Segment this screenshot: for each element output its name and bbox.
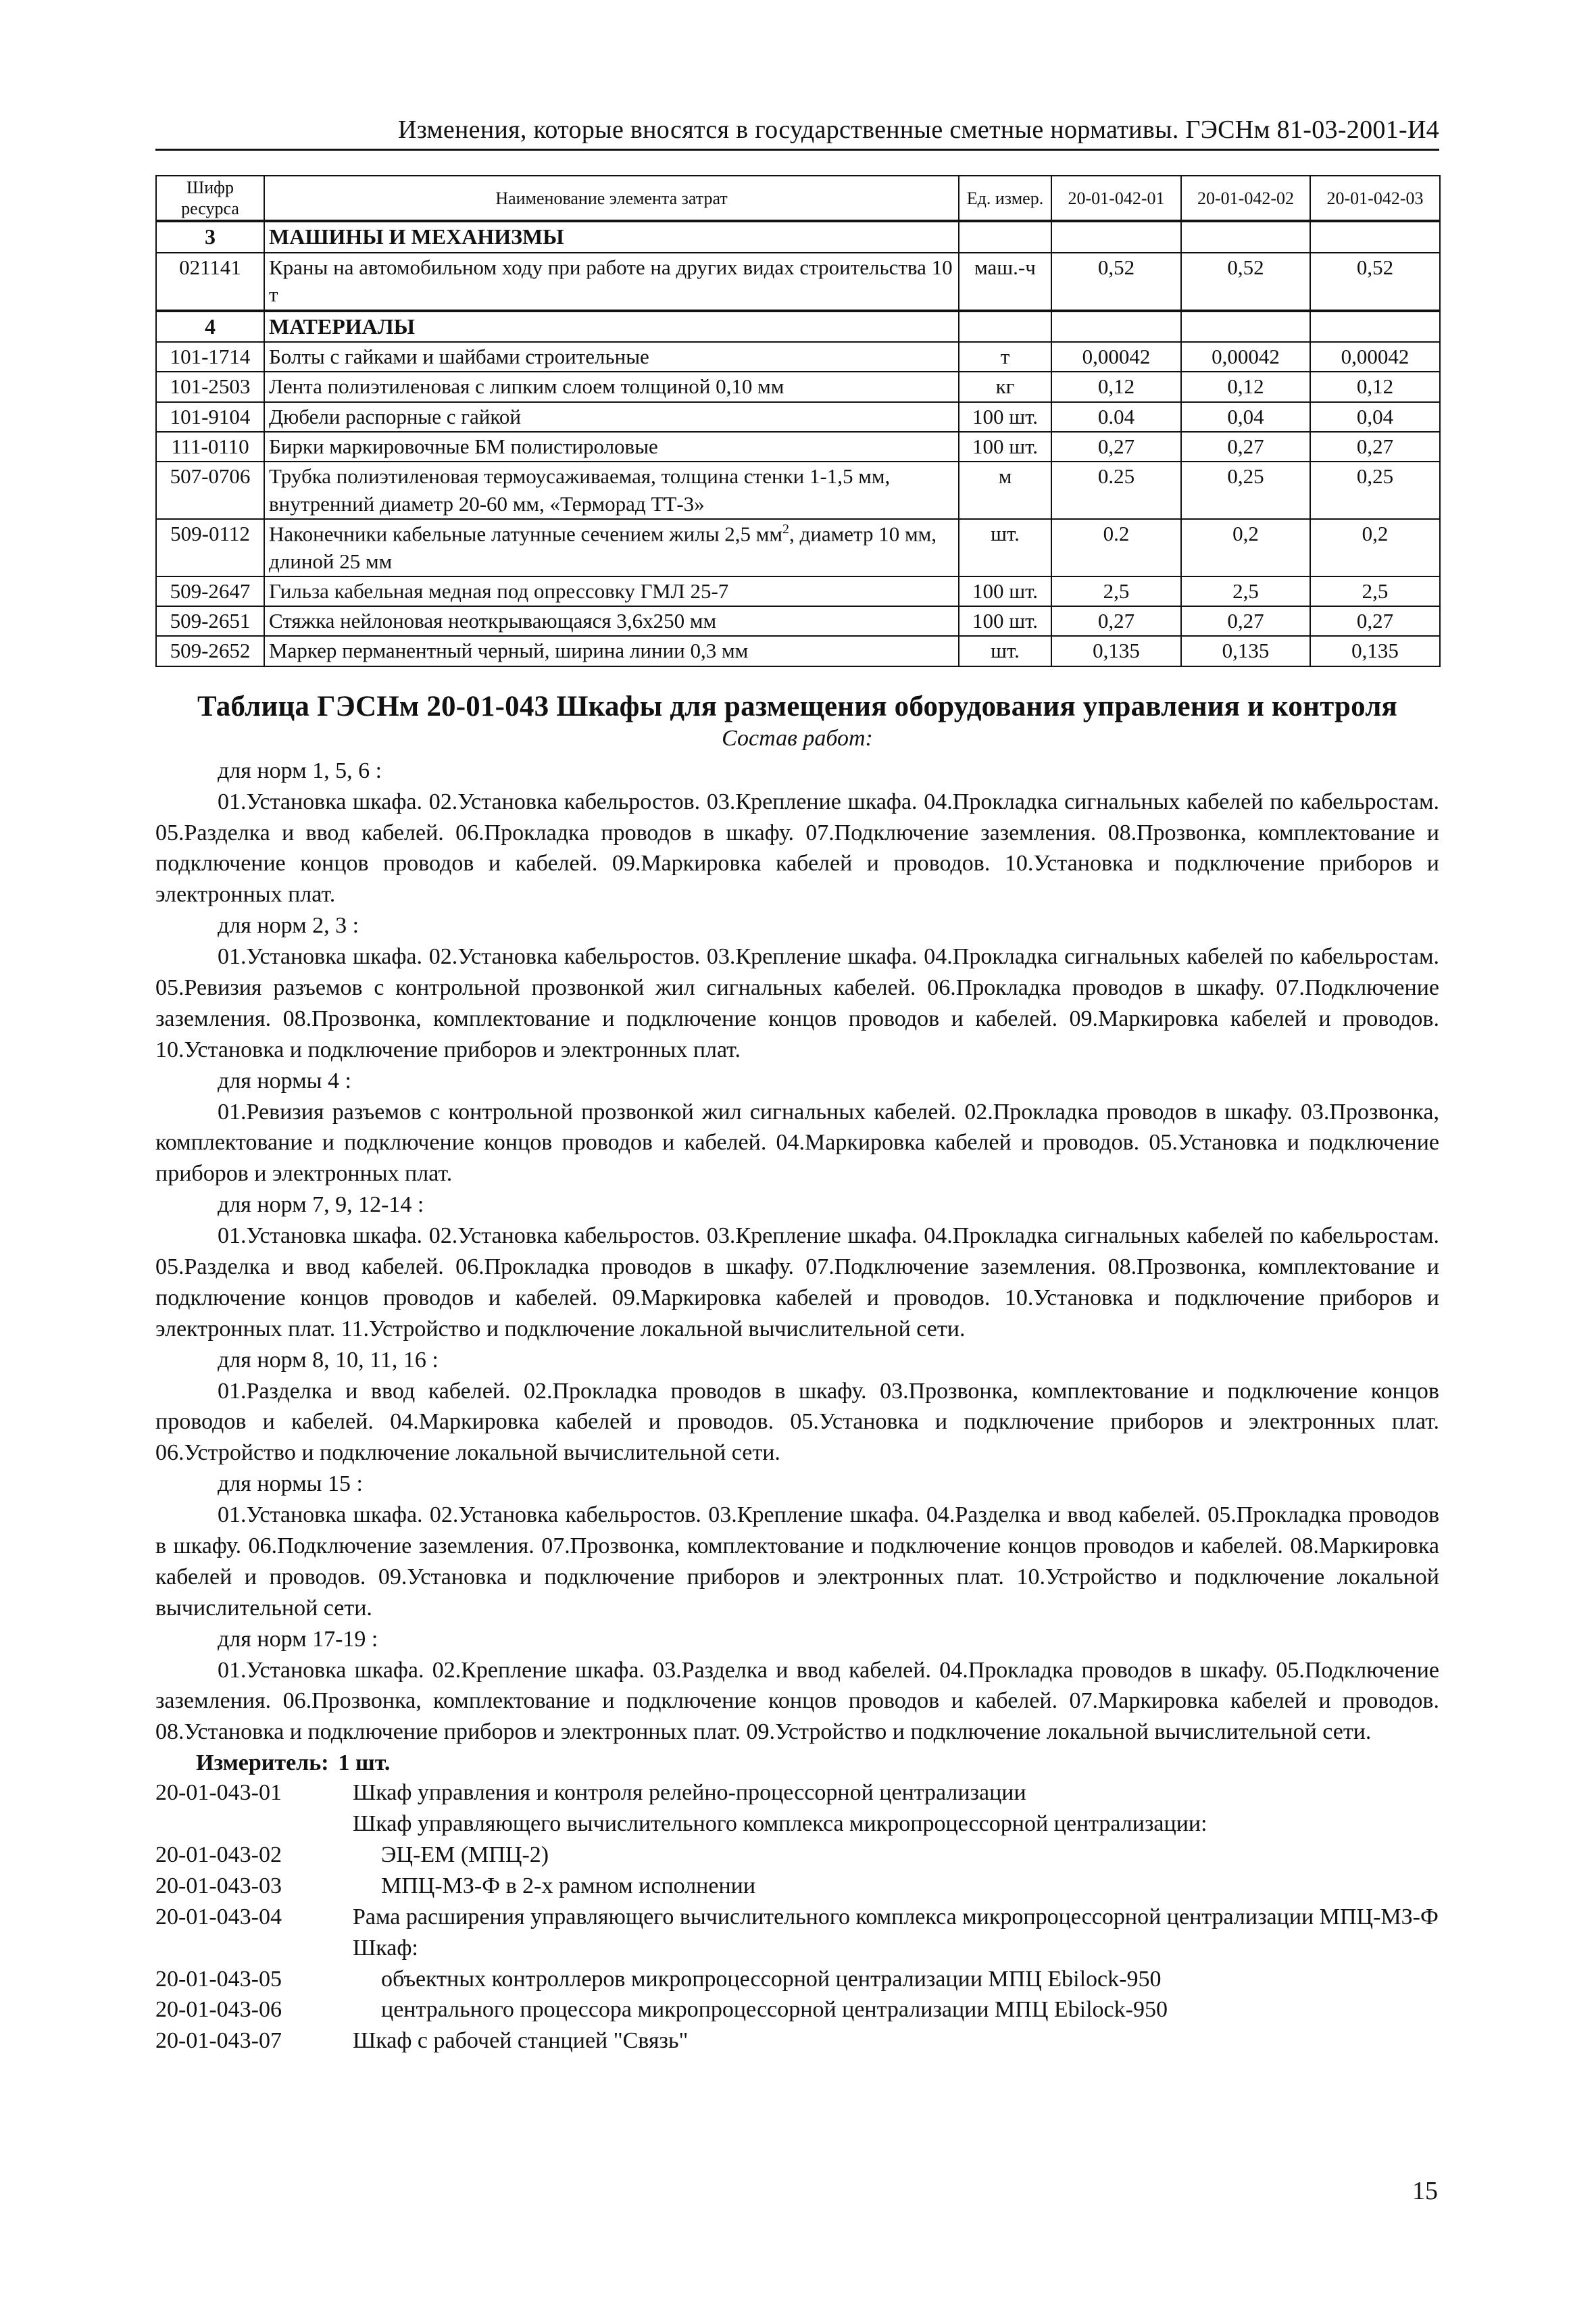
table-title: Таблица ГЭСНм 20-01-043 Шкафы для размещения оборудования управления и контроля: [197, 690, 1397, 722]
measure-value: 1 шт.: [338, 1750, 391, 1776]
work-label: для норм 17-19 :: [218, 1626, 378, 1652]
group-row-machines: 3 МАШИНЫ И МЕХАНИЗМЫ: [156, 221, 1440, 253]
work-label: для нормы 15 :: [218, 1471, 363, 1497]
table-row: 509-2647 Гильза кабельная медная под опрессовку ГМЛ 25-7 100 шт. 2,5 2,5 2,5: [156, 576, 1440, 606]
col-header-norm1: 20-01-042-01: [1051, 176, 1181, 221]
table-row: 111-0110 Бирки маркировочные БМ полистироловые 100 шт. 0,27 0,27 0,27: [156, 432, 1440, 462]
measure-line: [155, 1750, 1439, 1776]
norm-row: 20-01-043-06 центрального процессора микропроцессорной централизации МПЦ Ebilock-950: [155, 1997, 1168, 2023]
norm-row: Шкаф управляющего вычислительного комплекса микропроцессорной централизации:: [353, 1811, 1207, 1837]
col-header-norm2: 20-01-042-02: [1181, 176, 1310, 221]
norm-row: 20-01-043-04 Рама расширения управляющего вычислительного комплекса микропроцессорной централизации МПЦ-МЗ-Ф: [155, 1904, 1439, 1929]
table-header-row: [156, 176, 1440, 221]
work-label: для норм 8, 10, 11, 16 :: [218, 1347, 439, 1373]
col-header-norm3: 20-01-042-03: [1310, 176, 1440, 221]
norm-row: 20-01-043-01 Шкаф управления и контроля релейно-процессорной централизации: [155, 1780, 1026, 1806]
work-label: для норм 2, 3 :: [218, 913, 359, 939]
page-number: 15: [1412, 2177, 1438, 2205]
table-row: 101-1714 Болты с гайками и шайбами строительные т 0,00042 0,00042 0,00042: [156, 342, 1440, 372]
resource-table: [155, 175, 1441, 667]
norm-row: Шкаф:: [353, 1935, 418, 1961]
norm-row: 20-01-043-02 ЭЦ-ЕМ (МПЦ-2): [155, 1842, 549, 1868]
col-header-code: Шифр ресурса: [156, 176, 264, 221]
table-row: 509-0112 Наконечники кабельные латунные сечением жилы 2,5 $мм^2$, диаметр 10 мм, длиной 25 мм шт. 0.2 0,2 0,2: [156, 519, 1440, 576]
work-text: 01.Разделка и ввод кабелей. 02.Прокладка проводов в шкафу. 03.Прозвонка, комплектование и подключение концов проводов и кабелей. 04.Маркировка кабелей и проводов. 05.Установка и подключение приборов и электронных плат. 06.Устройство и подключение локальной вычислительной сети.: [155, 1378, 1439, 1466]
table-row: 509-2651 Стяжка нейлоновая неоткрывающаяся 3,6х250 мм 100 шт. 0,27 0,27 0,27: [156, 606, 1440, 636]
work-label: для норм 1, 5, 6 :: [218, 758, 382, 783]
norm-row: 20-01-043-03 МПЦ-МЗ-Ф в 2-х рамном исполнении: [155, 1873, 756, 1898]
table-row: 101-2503 Лента полиэтиленовая с липким слоем толщиной 0,10 мм кг 0,12 0,12 0,12: [156, 372, 1440, 401]
work-text: 01.Установка шкафа. 02.Установка кабельростов. 03.Крепление шкафа. 04.Прокладка сигнальных кабелей по кабельростам. 05.Разделка и ввод кабелей. 06.Прокладка проводов в шкафу. 07.Подключение заземления. 08.Прозвонка, комплектование и подключение концов проводов и кабелей. 09.Маркировка кабелей и проводов. 10.Установка и подключение приборов и электронных плат. 11.Устройство и подключение локальной вычислительной сети.: [155, 1223, 1439, 1341]
measure-label: Измеритель:: [196, 1750, 329, 1776]
work-text: 01.Установка шкафа. 02.Установка кабельростов. 03.Крепление шкафа. 04.Прокладка сигнальных кабелей по кабельростам. 05.Разделка и ввод кабелей. 06.Прокладка проводов в шкафу. 07.Подключение заземления. 08.Прозвонка, комплектование и подключение концов проводов и кабелей. 09.Маркировка кабелей и проводов. 10.Установка и подключение приборов и электронных плат.: [155, 789, 1439, 908]
work-label: для нормы 4 :: [218, 1068, 351, 1093]
work-text: 01.Установка шкафа. 02.Установка кабельростов. 03.Крепление шкафа. 04.Разделка и ввод кабелей. 05.Прокладка проводов в шкафу. 06.Подключение заземления. 07.Прозвонка, комплектование и подключение концов проводов и кабелей. 08.Маркировка кабелей и проводов. 09.Установка и подключение приборов и электронных плат. 10.Устройство и подключение локальной вычислительной сети.: [155, 1502, 1439, 1621]
norm-row: 20-01-043-07 Шкаф с рабочей станцией "Связь": [155, 2028, 689, 2054]
work-text: 01.Ревизия разъемов с контрольной прозвонкой жил сигнальных кабелей. 02.Прокладка проводов в шкафу. 03.Прозвонка, комплектование и подключение концов проводов и кабелей. 04.Маркировка кабелей и проводов. 05.Установка и подключение приборов и электронных плат.: [155, 1099, 1439, 1187]
table-row: 101-9104 Дюбели распорные с гайкой 100 шт. 0.04 0,04 0,04: [156, 402, 1440, 432]
table-row: 021141 Краны на автомобильном ходу при работе на других видах строительства 10 т маш.-ч 0,52 0,52 0,52: [156, 253, 1440, 311]
work-text: 01.Установка шкафа. 02.Крепление шкафа. 03.Разделка и ввод кабелей. 04.Прокладка проводов в шкафу. 05.Подключение заземления. 06.Прозвонка, комплектование и подключение концов проводов и кабелей. 07.Маркировка кабелей и проводов. 08.Установка и подключение приборов и электронных плат. 09.Устройство и подключение локальной вычислительной сети.: [155, 1657, 1439, 1745]
norm-row: 20-01-043-05 объектных контроллеров микропроцессорной централизации МПЦ Ebilock-950: [155, 1966, 1162, 1992]
work-text: 01.Установка шкафа. 02.Установка кабельростов. 03.Крепление шкафа. 04.Прокладка сигнальных кабелей по кабельростам. 05.Ревизия разъемов с контрольной прозвонкой жил сигнальных кабелей. 06.Прокладка проводов в шкафу. 07.Подключение заземления. 08.Прозвонка, комплектование и подключение концов проводов и кабелей. 09.Маркировка кабелей и проводов. 10.Установка и подключение приборов и электронных плат.: [155, 944, 1439, 1062]
group-row-materials: 4 МАТЕРИАЛЫ: [156, 311, 1440, 343]
work-composition: [155, 756, 1439, 1748]
work-composition-heading: Состав работ:: [722, 725, 873, 751]
work-label: для норм 7, 9, 12-14 :: [218, 1192, 424, 1218]
document-page: [155, 115, 1439, 2057]
col-header-unit: Ед. измер.: [959, 176, 1051, 221]
table-row: 509-2652 Маркер перманентный черный, ширина линии 0,3 мм шт. 0,135 0,135 0,135: [156, 636, 1440, 666]
norms-list: [155, 1777, 1439, 2057]
col-header-name: Наименование элемента затрат: [264, 176, 959, 221]
table-row: 507-0706 Трубка полиэтиленовая термоусаживаемая, толщина стенки 1-1,5 мм, внутренний диаметр 20-60 мм, «Терморад ТТ-3» м 0.25 0,25 0,25: [156, 462, 1440, 519]
running-header: Изменения, которые вносятся в государственные сметные нормативы. ГЭСНм 81-03-2001-И4: [155, 115, 1439, 151]
